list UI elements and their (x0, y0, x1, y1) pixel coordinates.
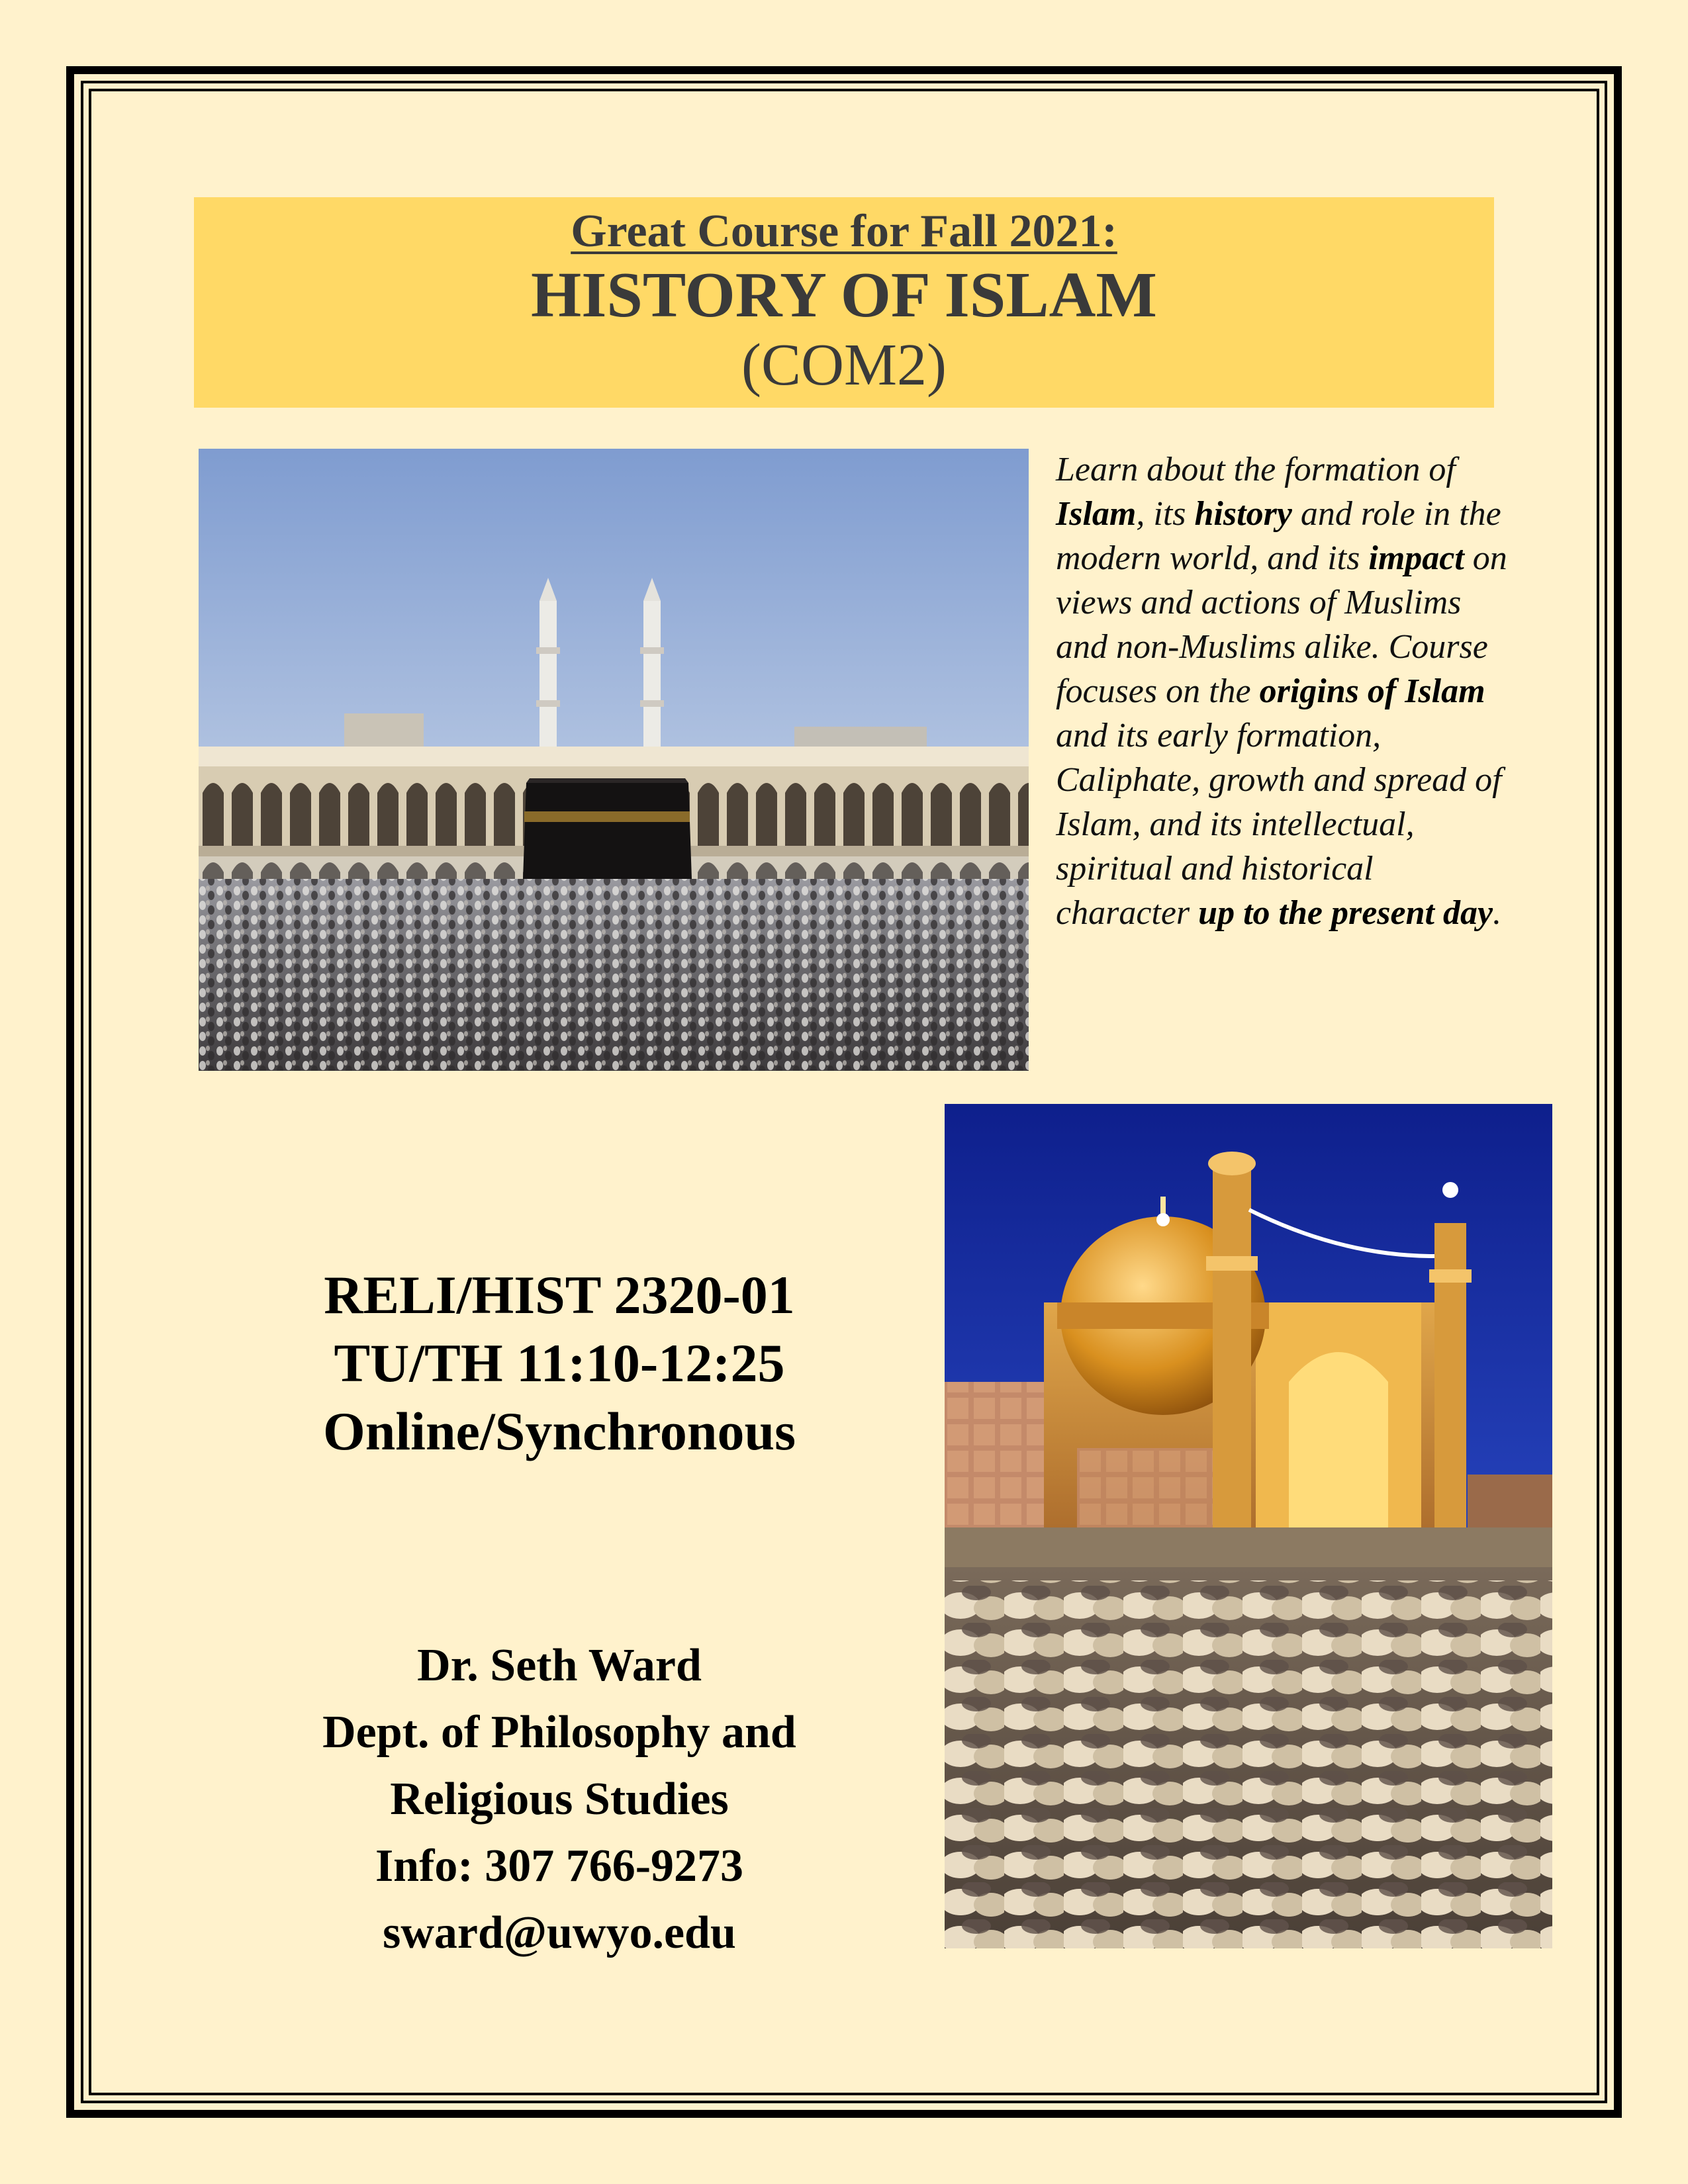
email-address: sward@uwyo.edu (383, 1907, 736, 1958)
kaaba-photo (199, 449, 1029, 1071)
description-text: and role in the modern world, and its (1056, 495, 1501, 577)
course-number: RELI/HIST 2320-01 (324, 1265, 795, 1325)
description-text: on views and actions of Muslims and non-Muslims alike. Course focuses on the (1056, 539, 1507, 710)
description-emphasis: Islam (1056, 495, 1137, 533)
course-title: HISTORY OF ISLAM (531, 259, 1157, 331)
course-schedule: TU/TH 11:10-12:25 (334, 1333, 785, 1393)
instructor-contact (192, 1632, 927, 1966)
instructor-name: Dr. Seth Ward (417, 1640, 702, 1691)
description-emphasis: origins of Islam (1259, 672, 1485, 710)
course-description (1056, 447, 1513, 935)
description-text: . (1493, 894, 1502, 932)
description-text: , its (1136, 495, 1195, 533)
description-text: and its early formation, Caliphate, growth and spread of Islam, and its intellectual, spiritual and historical character (1056, 717, 1502, 932)
description-emphasis: impact (1368, 539, 1464, 577)
phone-number: Info: 307 766-9273 (375, 1841, 744, 1891)
department-line-2: Religious Studies (390, 1774, 729, 1825)
department-line-1: Dept. of Philosophy and (322, 1707, 796, 1758)
description-emphasis: up to the present day (1198, 894, 1493, 932)
course-code: (COM2) (741, 332, 947, 398)
shrine-photo (945, 1104, 1552, 1948)
course-mode: Online/Synchronous (323, 1401, 796, 1461)
banner-kicker: Great Course for Fall 2021: (571, 206, 1117, 257)
title-banner (194, 197, 1494, 408)
course-info (192, 1261, 927, 1465)
description-emphasis: history (1194, 495, 1292, 533)
description-text: Learn about the formation of (1056, 451, 1456, 488)
